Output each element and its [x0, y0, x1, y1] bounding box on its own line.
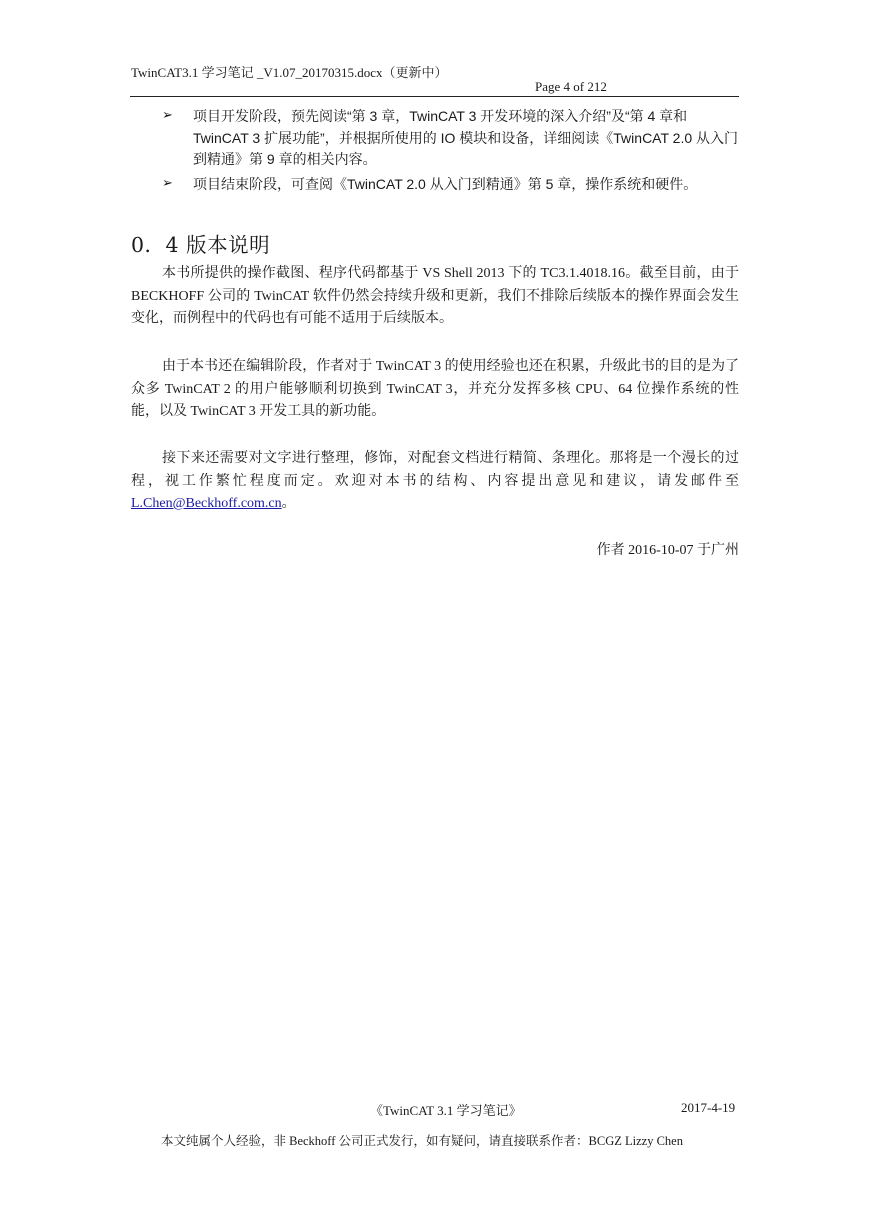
feedback-end-punctuation: 。 [281, 496, 296, 511]
paragraph-editing-stage: 由于本书还在编辑阶段，作者对于 TwinCAT 3 的使用经验也还在积累，升级此书的目的是为了众多 TwinCAT 2 的用户能够顺利切换到 TwinCAT 3，并充分发挥多核 CPU、64 位操作系统的性能，以及 TwinCAT 3 开发工具的新功能。 [131, 359, 739, 419]
paragraph-feedback [131, 448, 739, 516]
page-number: Page 4 of 212 [535, 79, 607, 94]
paragraph-version-basis: 本书所提供的操作截图、程序代码都基于 VS Shell 2013 下的 TC3.1.4018.16。截至目前，由于 BECKHOFF 公司的 TwinCAT 软件仍然会持续升级和更新，我们不排除后续版本的操作界面会发生变化，而例程中的代码也有可能不适用于后续版本。 [131, 266, 739, 326]
document-header-title: TwinCAT3.1 学习笔记 _V1.07_20170315.docx（更新中） [131, 65, 448, 80]
bullet-arrow-icon: ➢ [162, 108, 173, 123]
footer-date: 2017-4-19 [681, 1100, 736, 1115]
bullet-item-completion: 项目结束阶段，可查阅《TwinCAT 2.0 从入门到精通》第 5 章，操作系统和硬件。 [193, 176, 698, 192]
footer-book-title: 《TwinCAT 3.1 学习笔记》 [370, 1103, 522, 1118]
author-signature: 作者 2016-10-07 于广州 [596, 543, 739, 558]
author-email-link[interactable]: L.Chen@Beckhoff.com.cn [131, 496, 282, 511]
section-heading: 0．4 版本说明 [131, 233, 271, 257]
footer-disclaimer: 本文纯属个人经验，非 Beckhoff 公司正式发行，如有疑问，请直接联系作者：BCGZ Lizzy Chen [161, 1134, 683, 1148]
bullet-item-development: 项目开发阶段，预先阅读“第 3 章，TwinCAT 3 开发环境的深入介绍”及“第 4 章和 TwinCAT 3 扩展功能”，并根据所使用的 IO 模块和设备，详细阅读《TwinCAT 2.0 从入门到精通》第 9 章的相关内容。 [193, 108, 739, 167]
feedback-text: 接下来还需要对文字进行整理，修饰，对配套文档进行精简、条理化。那将是一个漫长的过程，视工作繁忙程度而定。欢迎对本书的结构、内容提出意见和建议，请发邮件至 [131, 451, 739, 489]
header-divider [130, 96, 739, 97]
bullet-arrow-icon: ➢ [162, 176, 173, 191]
